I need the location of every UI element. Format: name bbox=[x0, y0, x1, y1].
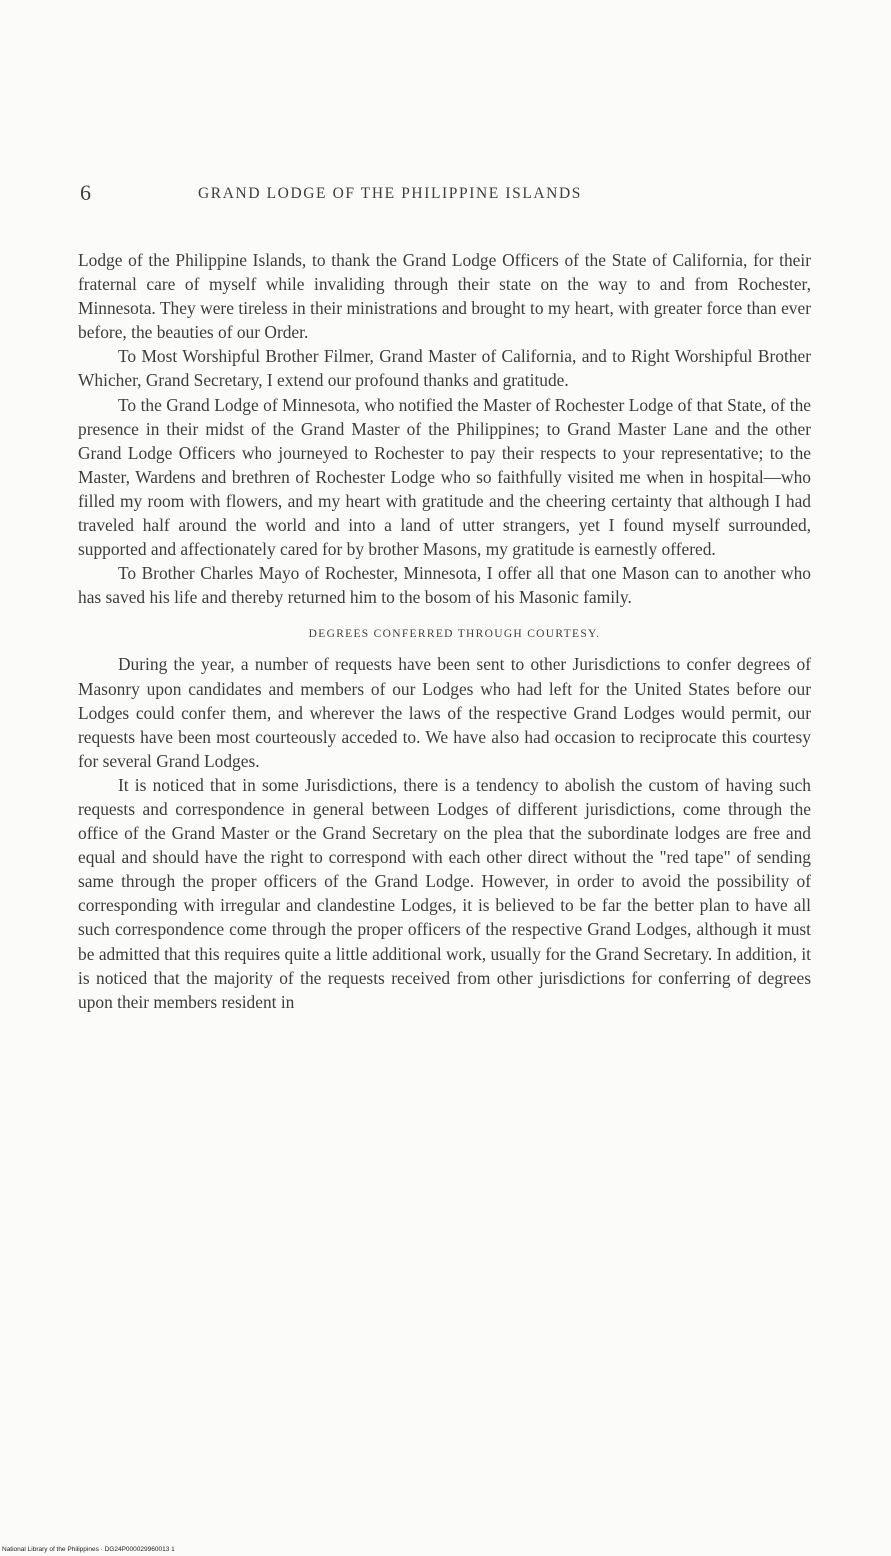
paragraph: To Most Worshipful Brother Filmer, Grand Master of California, and to Right Worshipful Brother Whicher, Grand Secretary, I extend our profound thanks and gratitude. bbox=[78, 346, 811, 391]
running-head: GRAND LODGE OF THE PHILIPPINE ISLANDS bbox=[198, 185, 582, 202]
paragraph: To the Grand Lodge of Minnesota, who notified the Master of Rochester Lodge of that State, of the presence in their midst of the Grand Master of the Philippines; to Grand Master Lane and the other Grand Lodge Officers who journeyed to Rochester to pay their respects to your representative; to the Master, Wardens and brethren of Rochester Lodge who so faithfully visited me when in hospital—who filled my room with flowers, and my heart with gratitude and the cheering certainty that although I had traveled half around the world and into a land of utter strangers, yet I found myself surrounded, supported and affectionately cared for by brother Masons, my gratitude is earnestly offered. bbox=[78, 394, 811, 560]
page-number: 6 bbox=[80, 180, 92, 205]
paragraph: It is noticed that in some Jurisdictions, there is a tendency to abolish the custom of having such requests and correspondence in general between Lodges of different jurisdictions, come through the office of the Grand Master or the Grand Secretary on the plea that the subordinate lodges are free and equal and should have the right to correspond with each other direct without the "red tape" of sending same through the proper officers of the Grand Lodge. However, in order to avoid the possibility of corresponding with irregular and clandestine Lodges, it is believed to be far the better plan to have all such correspondence come through the proper officers of the respective Grand Lodges, although it must be admitted that this requires quite a little additional work, usually for the Grand Secretary. In addition, it is noticed that the majority of the requests received from other jurisdictions for conferring of degrees upon their members resident in bbox=[78, 774, 811, 1012]
section-heading: DEGREES CONFERRED THROUGH COURTESY. bbox=[308, 628, 601, 641]
body-text bbox=[78, 248, 811, 1014]
paragraph-continued: Lodge of the Philippine Islands, to thank the Grand Lodge Officers of the State of California, for their fraternal care of myself while invaliding through their state on the way to and from Rochester, Minnesota. They were tireless in their ministrations and brought to my heart, with greater force than ever before, the beauties of our Order. bbox=[78, 250, 811, 343]
page-header bbox=[0, 180, 891, 210]
paragraph: To Brother Charles Mayo of Rochester, Minnesota, I offer all that one Mason can to another who has saved his life and thereby returned him to the bosom of his Masonic family. bbox=[78, 563, 811, 608]
scan-footer: National Library of the Philippines · DG24P000029960013 1 bbox=[2, 1546, 175, 1553]
paragraph: During the year, a number of requests have been sent to other Jurisdictions to confer degrees of Masonry upon candidates and members of our Lodges who had left for the United States before our Lodges could confer them, and wherever the laws of the respective Grand Lodges would permit, our requests have been most courteously acceded to. We have also had occasion to reciprocate this courtesy for several Grand Lodges. bbox=[78, 654, 811, 771]
